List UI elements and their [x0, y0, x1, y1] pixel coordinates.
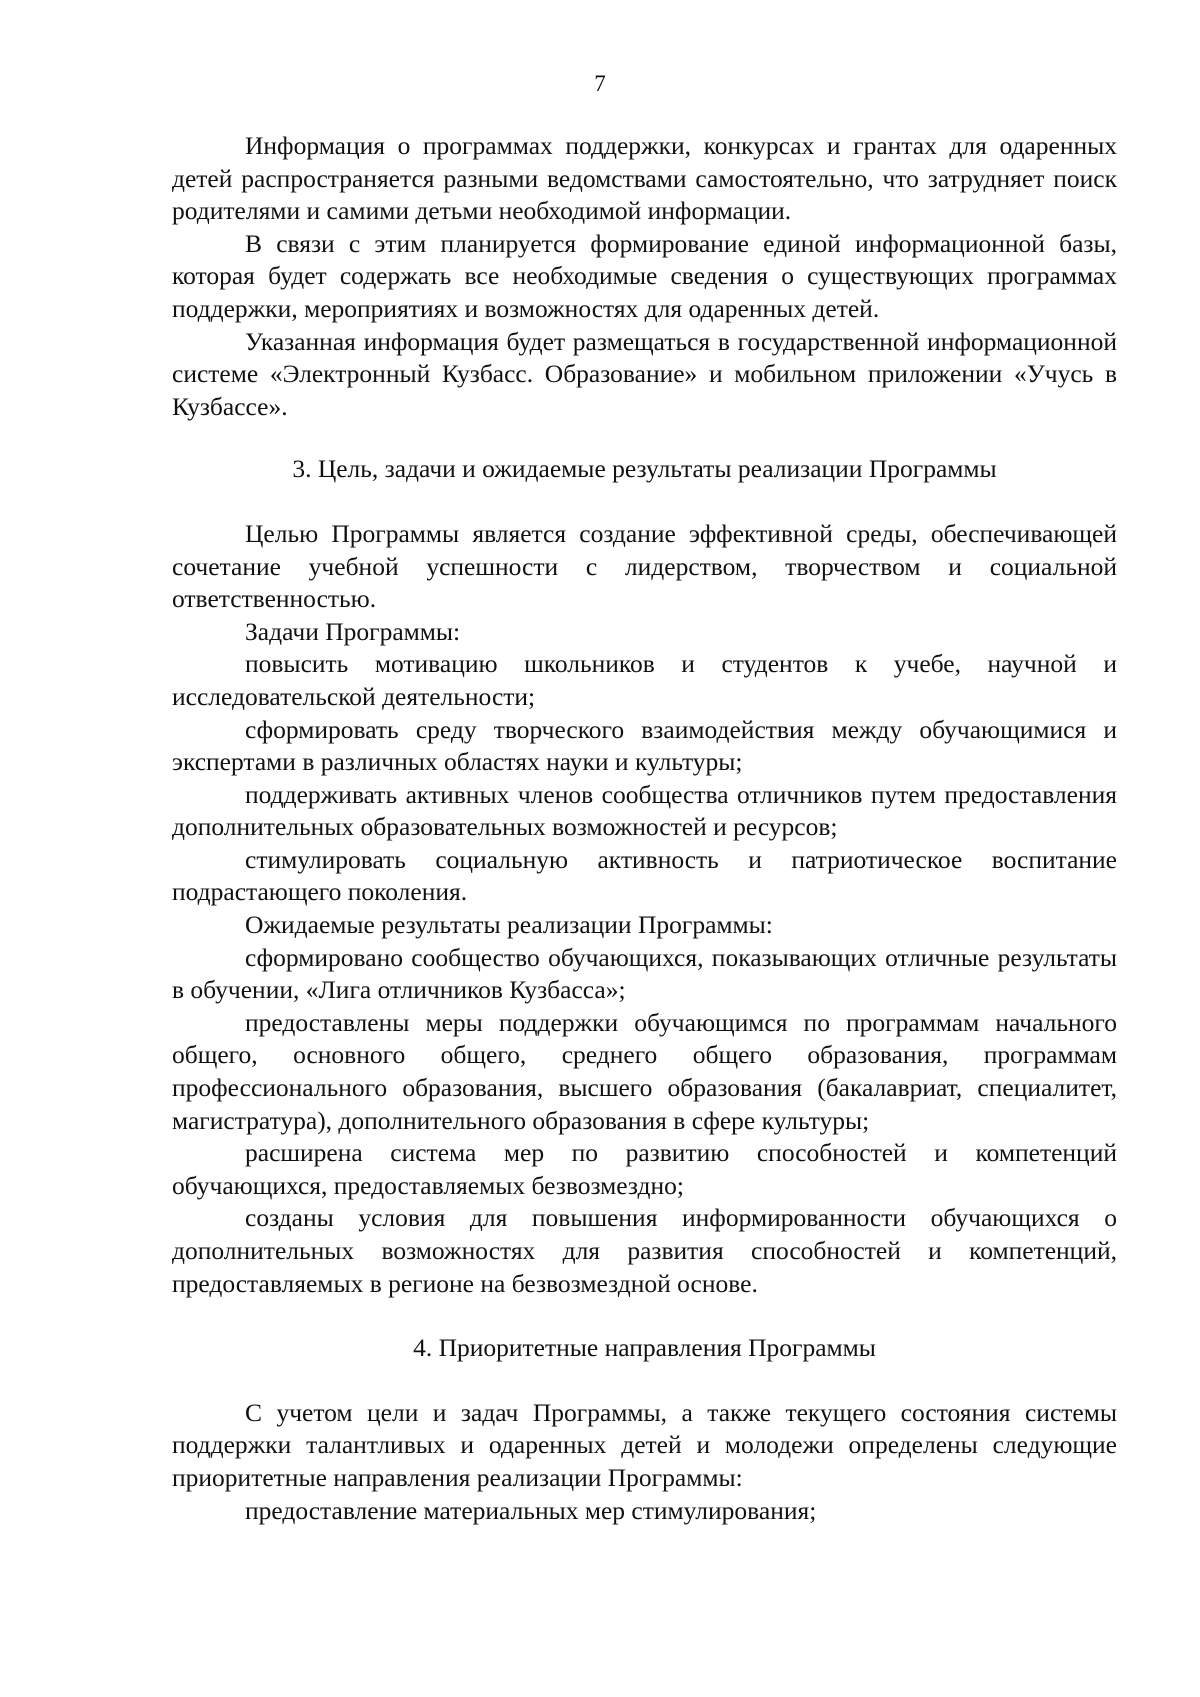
page-number: 7	[594, 71, 606, 96]
paragraph: Ожидаемые результаты реализации Программы:	[245, 910, 773, 940]
paragraph: созданы условия для повышения информированности обучающихся о дополнительных возможностях для развития способностей и компетенций, предоставляемых в регионе на безвозмездной основе.	[172, 1203, 1117, 1298]
paragraph: Информация о программах поддержки, конкурсах и грантах для одаренных детей распространяется разными ведомствами самостоятельно, что затрудняет поиск родителями и самими детьми необходимой информации.	[172, 131, 1117, 226]
paragraph: сформировать среду творческого взаимодействия между обучающимися и экспертами в различных областях науки и культуры;	[172, 714, 1117, 777]
paragraph: стимулировать социальную активность и патриотическое воспитание подрастающего поколения.	[172, 844, 1117, 907]
section-4-heading: 4. Приоритетные направления Программы	[413, 1333, 876, 1363]
paragraph: Указанная информация будет размещаться в государственной информационной системе «Электронный Кузбасс. Образование» и мобильном приложении «Учусь в Кузбассе».	[172, 326, 1117, 421]
paragraph: В связи с этим планируется формирование единой информационной базы, которая будет содержать все необходимые сведения о существующих программах поддержки, мероприятиях и возможностях для одаренных детей.	[172, 228, 1117, 323]
paragraph: предоставлены меры поддержки обучающимся по программам начального общего, основного общего, среднего общего образования, программам профессионального образования, высшего образования (бакалавриат, специалитет, магистратура), дополнительного образования в сфере культуры;	[172, 1007, 1117, 1135]
document-body	[172, 130, 1117, 1527]
paragraph: сформировано сообщество обучающихся, показывающих отличные результаты в обучении, «Лига отличников Кузбасса»;	[172, 942, 1117, 1005]
paragraph: поддерживать активных членов сообщества отличников путем предоставления дополнительных образовательных возможностей и ресурсов;	[172, 779, 1117, 842]
paragraph: повысить мотивацию школьников и студентов к учебе, научной и исследовательской деятельности;	[172, 649, 1117, 711]
paragraph: предоставление материальных мер стимулирования;	[245, 1495, 817, 1525]
paragraph: Задачи Программы:	[245, 616, 461, 646]
section-3-heading: 3. Цель, задачи и ожидаемые результаты реализации Программы	[292, 454, 997, 484]
paragraph: Целью Программы является создание эффективной среды, обеспечивающей сочетание учебной успешности с лидерством, творчеством и социальной ответственностью.	[172, 518, 1117, 614]
paragraph: С учетом цели и задач Программы, а также текущего состояния системы поддержки талантливых и одаренных детей и молодежи определены следующие приоритетные направления реализации Программы:	[172, 1397, 1117, 1492]
paragraph: расширена система мер по развитию способностей и компетенций обучающихся, предоставляемых безвозмездно;	[172, 1138, 1117, 1200]
